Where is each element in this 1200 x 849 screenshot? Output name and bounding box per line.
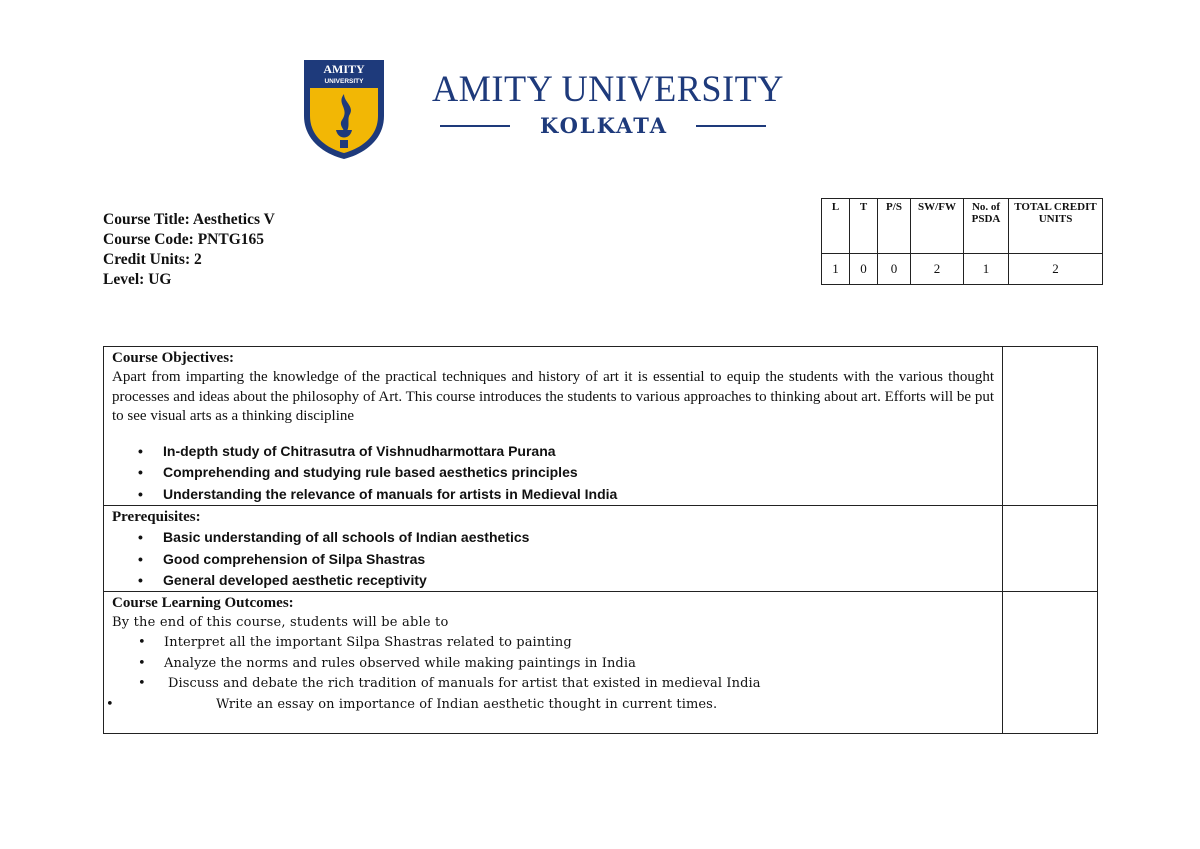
svg-text:UNIVERSITY: UNIVERSITY <box>324 78 364 85</box>
course-code-line <box>103 230 275 250</box>
amity-logo-shield <box>300 58 388 160</box>
course-code-value: PNTG165 <box>197 231 265 248</box>
level-label: Level: <box>103 271 145 288</box>
course-code-label: Course Code: <box>103 231 194 248</box>
credits-value-cell: 1 <box>822 254 850 285</box>
credits-header-cell: L <box>822 199 850 254</box>
course-title-line <box>103 210 275 230</box>
outcomes-intro: By the end of this course, students will be able to <box>112 615 449 630</box>
course-details-table <box>103 346 1098 734</box>
outcomes-list <box>112 633 994 715</box>
credits-header-cell: TOTAL CREDIT UNITS <box>1009 199 1103 254</box>
credit-units-line <box>103 250 275 270</box>
row-divider <box>104 505 1097 506</box>
credits-value-row <box>822 254 1103 285</box>
list-item: • Write an essay on importance of Indian aesthetic thought in current times. <box>112 695 994 716</box>
svg-text:AMITY: AMITY <box>323 62 365 76</box>
campus-divider-right <box>696 125 766 127</box>
objectives-list <box>112 441 994 506</box>
course-title-value: Aesthetics V <box>192 211 275 228</box>
credits-table <box>821 198 1103 285</box>
list-item: • Interpret all the important Silpa Shastras related to painting <box>112 633 994 654</box>
list-item: • Discuss and debate the rich tradition of manuals for artist that existed in medieval India <box>112 674 994 695</box>
credits-value-cell: 0 <box>878 254 911 285</box>
level-value: UG <box>148 271 172 288</box>
objectives-heading: Course Objectives: <box>112 350 235 366</box>
university-name: AMITY UNIVERSITY <box>432 69 784 110</box>
list-item: • In-depth study of Chitrasutra of Vishnudharmottara Purana <box>112 441 994 463</box>
list-item: • Understanding the relevance of manuals for artists in Medieval India <box>112 484 994 506</box>
list-item: • Analyze the norms and rules observed while making paintings in India <box>112 654 994 675</box>
credits-value-cell: 2 <box>911 254 964 285</box>
credit-units-label: Credit Units: <box>103 251 191 268</box>
credits-header-row <box>822 199 1103 254</box>
credits-header-cell: P/S <box>878 199 911 254</box>
campus-divider-left <box>440 125 510 127</box>
list-item: • Basic understanding of all schools of Indian aesthetics <box>112 527 994 549</box>
course-title-label: Course Title: <box>103 211 190 228</box>
column-divider <box>1002 347 1003 733</box>
outcomes-heading: Course Learning Outcomes: <box>112 595 294 611</box>
credits-value-cell: 0 <box>850 254 878 285</box>
campus-row <box>440 112 770 140</box>
course-info <box>103 210 275 290</box>
objectives-section <box>112 349 994 505</box>
list-item: • Good comprehension of Silpa Shastras <box>112 549 994 571</box>
credits-value-cell: 1 <box>964 254 1009 285</box>
prerequisites-heading: Prerequisites: <box>112 509 201 525</box>
credits-header-cell: No. of PSDA <box>964 199 1009 254</box>
prerequisites-list <box>112 527 994 592</box>
campus-name: KOLKATA <box>539 113 669 138</box>
credits-header-cell: SW/FW <box>911 199 964 254</box>
level-line <box>103 270 275 290</box>
prerequisites-section <box>112 508 994 592</box>
credits-header-cell: T <box>850 199 878 254</box>
objectives-text: Apart from imparting the knowledge of the practical techniques and history of art it is essential to equip the students with the various thought processes and ideas about the philosophy of Art. This course introduces the students to various approaches to thinking about art. Efforts will be put to see visual arts as a thinking discipline <box>112 369 994 424</box>
outcomes-section <box>112 594 994 715</box>
credit-units-value: 2 <box>194 251 202 268</box>
credits-value-cell: 2 <box>1009 254 1103 285</box>
list-item: • Comprehending and studying rule based aesthetics principles <box>112 462 994 484</box>
list-item: • General developed aesthetic receptivity <box>112 570 994 592</box>
